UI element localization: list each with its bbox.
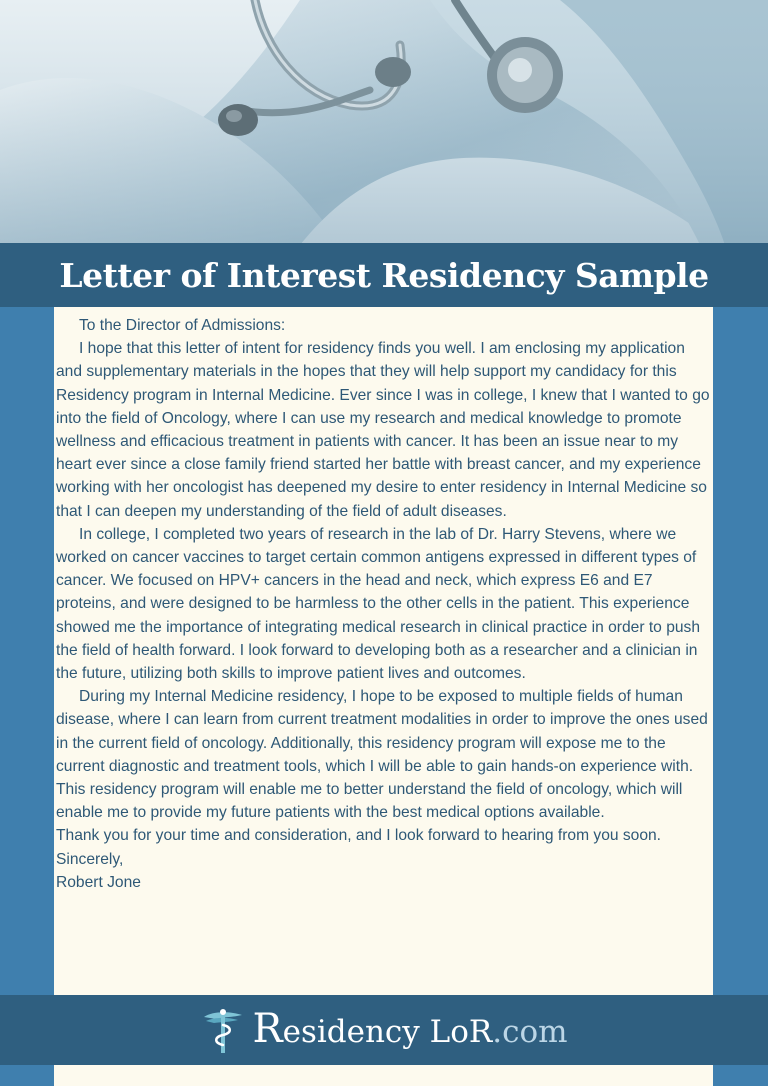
letter-paragraph: In college, I completed two years of research in the lab of Dr. Harry Stevens, where we worked on cancer vaccines to target certain common antigens expressed in different types of cancer. We focused on HPV+ cancers in the head and neck, which express E6 and E7 proteins, and were designed to be harmless to the other cells in the patient. This experience showed me the importance of integrating medical research in clinical practice in order to push the field of health forward. I look forward to developing both as a researcher and a clinician in the future, utilizing both skills to improve patient lives and outcomes.: [56, 525, 701, 683]
letter-closing-line: Thank you for your time and consideration, and I look forward to hearing from you soon.: [56, 827, 662, 845]
letter-salutation: To the Director of Admissions:: [79, 317, 286, 334]
footer-banner: [0, 995, 768, 1065]
letter-body: [56, 314, 712, 894]
stethoscope-photo: [0, 0, 768, 245]
logo-initial: R: [252, 1006, 283, 1052]
letter-signature: Robert Jone: [56, 873, 141, 891]
site-logo: [200, 1005, 567, 1055]
page-title: Letter of Interest Residency Sample: [59, 255, 709, 295]
caduceus-icon: [200, 1005, 246, 1055]
letter-paragraph: I hope that this letter of intent for residency finds you well. I am enclosing my application and supplementary materials in the hopes that they will help support my candidacy for this Residency program in Internal Medicine. Ever since I was in college, I knew that I wanted to go into the field of Oncology, where I can use my research and medical knowledge to promote wellness and efficacious treatment in patients with cancer. It has been an issue near to my heart ever since a close family friend started her battle with breast cancer, and my experience working with her oncologist has deepened my desire to enter residency in Internal Medicine so that I can deepen my understanding of the field of adult diseases.: [56, 340, 710, 520]
hero-image: [0, 0, 768, 245]
logo-name: esidency LoR: [282, 1014, 493, 1050]
letter-paragraph: During my Internal Medicine residency, I hope to be exposed to multiple fields of human disease, where I can learn from current treatment modalities in order to improve the ones used in the current field of oncology. Additionally, this residency program will expose me to the current diagnostic and treatment tools, which I will be able to gain hands-on experience with. This residency program will enable me to better understand the field of oncology, which will enable me to provide my future patients with the best medical options available.: [56, 688, 708, 822]
title-banner: [0, 243, 768, 307]
logo-wordmark: [252, 1006, 568, 1055]
letter-signoff: Sincerely,: [56, 850, 124, 868]
logo-domain: .com: [492, 1014, 568, 1050]
